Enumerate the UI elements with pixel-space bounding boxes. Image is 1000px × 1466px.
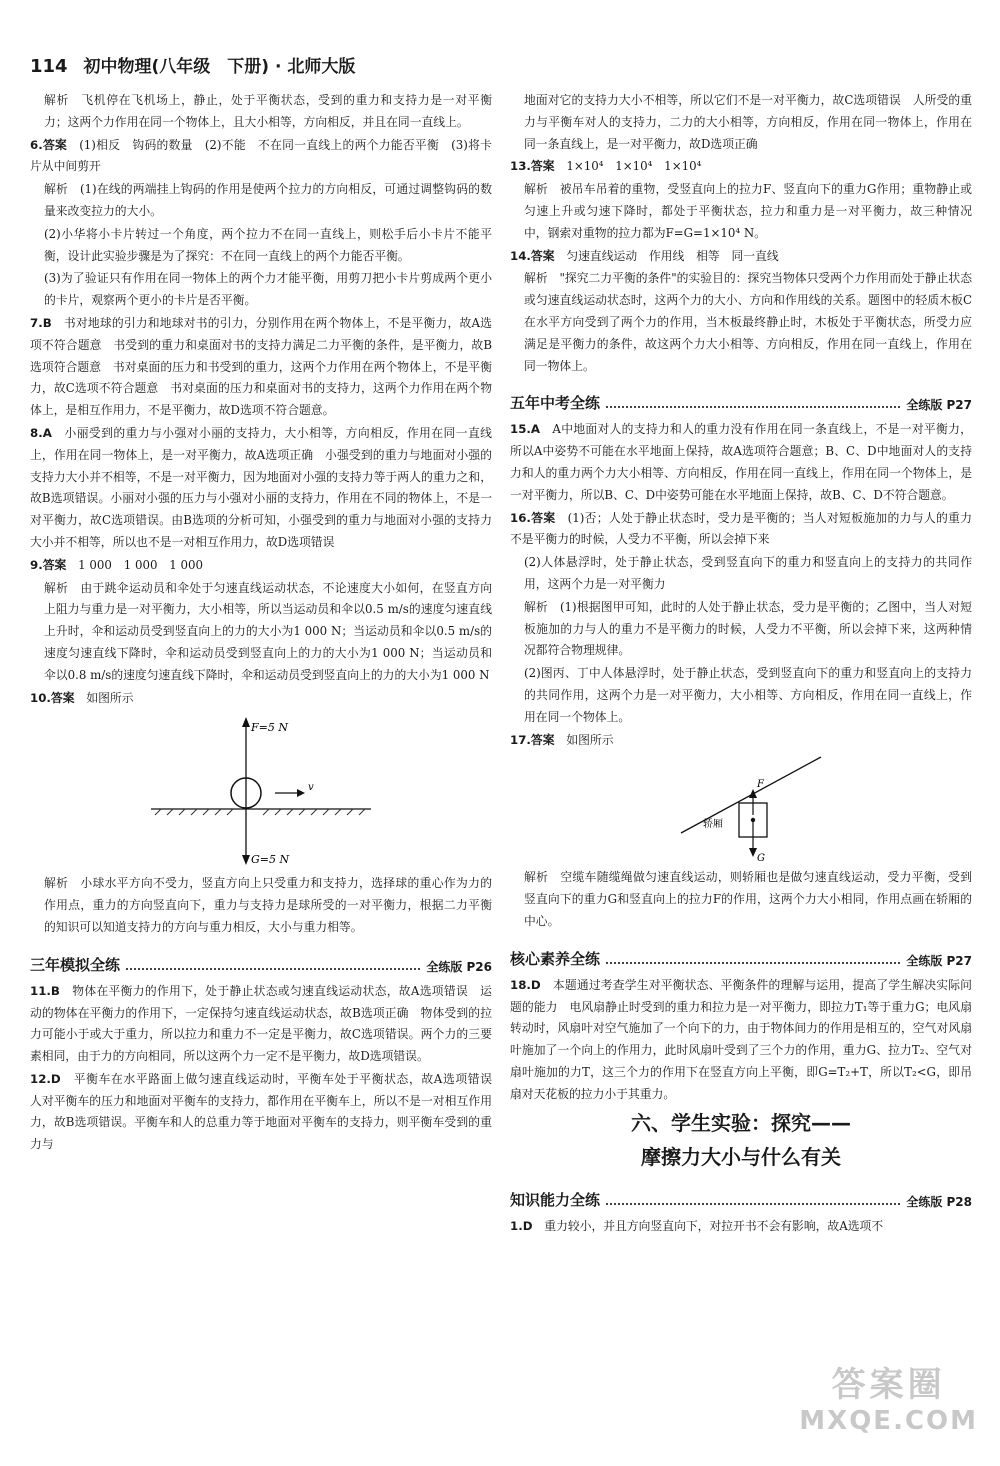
section-header-wunian <box>510 385 972 413</box>
answer-text: 书对地球的引力和地球对书的引力，分别作用在两个物体上，不是平衡力，故A选项不符合题意 书受到的重力和桌面对书的支持力满足二力平衡的条件，是平衡力，故B选项符合题意 书对桌面的压力和书受到的重力，这两个力作用在两个物体上，不是平衡力，故C选项不符合题意 书对桌面的压力和桌面对书的支持力，这两个力作用在两个物体上，是相互作用力，不是平衡力，故D选项不符合题意。 <box>30 315 492 418</box>
chapter-title-line1: 六、学生实验：探究—— <box>631 1111 851 1136</box>
question-number: 11.B <box>30 983 60 998</box>
page-header <box>30 52 970 82</box>
chapter-title-line2: 摩擦力大小与什么有关 <box>641 1145 841 1170</box>
velocity-arrow-head <box>297 789 305 797</box>
answer-text: (1)否；人处于静止状态时，受力是平衡的；当人对短板施加的力与人的重力不是平衡力的时候，人受力不平衡，所以会掉下来 <box>510 510 972 547</box>
answer-q16 <box>510 508 972 552</box>
answer-label: 答案 <box>530 248 555 263</box>
section-dots <box>126 968 420 970</box>
analysis-q6-1: 解析 (1)在线的两端挂上钩码的作用是使两个拉力的方向相反，可通过调整钩码的数量来改变拉力的大小。 <box>44 182 492 218</box>
answer-label: 答案 <box>50 690 75 705</box>
answer-text: (1)相反 钩码的数量 (2)不能 不在同一直线上的两个力能否平衡 (3)将卡片从中间剪开 <box>30 137 492 174</box>
answer-q12 <box>30 1069 504 1156</box>
analysis-q10: 解析 小球水平方向不受力，竖直方向上只受重力和支持力，选择球的重心作为力的作用点，重力的方向竖直向下，重力与支持力是球所受的一对平衡力，根据二力平衡的知识可以知道支持力的方向与重力相反，大小与重力相等。 <box>44 876 492 934</box>
ground-hatching <box>155 809 365 815</box>
section-dots <box>606 962 900 964</box>
section-dots <box>606 406 900 408</box>
answer-q15 <box>510 419 972 506</box>
analysis-q9: 解析 由于跳伞运动员和伞处于匀速直线运动状态，不论速度大小如何，在竖直方向上阻力与重力是一对平衡力，大小相等，所以当运动员和伞以0.5 m/s的速度匀速直线上升时，伞和运动员受到竖直向上的力的大小为1 000 N；当运动员和伞以0.5 m/s的速度匀速直线下降时，伞和运动员受到竖直向上的力的大小为1 000 N；当运动员和伞以0.8 m/s的速度匀速直线下降时，伞和运动员受到竖直向上的力的大小为1 000 N <box>44 580 492 682</box>
answer-text: 物体在平衡力的作用下，处于静止状态或匀速直线运动状态，故A选项错误 运动的物体在平衡力的作用下，一定保持匀速直线运动状态，故B选项正确 物体受到的拉力可能小于或大于重力，所以拉力和重力不一定是平衡力，故C选项错误。两个力的三要素相同，由于力的方向相同，所以这两个力一定不是平衡力，故D选项错误。 <box>30 983 492 1064</box>
section-title: 知识能力全练 <box>510 1191 601 1210</box>
support-force-arrow <box>242 717 250 727</box>
section-header-hexin <box>510 941 972 969</box>
question-number: 12.D <box>30 1071 61 1086</box>
tension-arrow <box>749 789 757 798</box>
page-number: 114 <box>30 56 68 77</box>
section-dots <box>606 1203 900 1205</box>
section-ref: 全练版 P27 <box>906 953 972 968</box>
question-number: 6. <box>30 137 43 152</box>
f-label: F=5 N <box>251 721 288 735</box>
answer-q18 <box>510 975 972 1106</box>
answer-text: 平衡车在水平路面上做匀速直线运动时，平衡车处于平衡状态，故A选项错误 人对平衡车的压力和地面对平衡车的支持力，都作用在平衡车上，所以不是一对相互作用力，故B选项错误。平衡车和人的总重力等于地面对平衡车的支持力，则平衡车受到的重力与 <box>30 1071 504 1152</box>
analysis-q17: 解析 空缆车随缆绳做匀速直线运动，则轿厢也是做匀速直线运动，受力平衡，受到竖直向下的重力G和竖直向上的拉力F的作用，这两个力大小相同，作用点画在轿厢的中心。 <box>524 870 972 928</box>
analysis-q6-3: (3)为了验证只有作用在同一物体上的两个力才能平衡，用剪刀把小卡片剪成两个更小的卡片，观察两个更小的卡片是否平衡。 <box>44 271 492 308</box>
figure-cable-car <box>641 753 841 865</box>
answer-text: 匀速直线运动 作用线 相等 同一直线 <box>566 248 779 263</box>
answer-q10 <box>30 688 492 710</box>
right-column <box>510 90 972 1239</box>
section-ref: 全练版 P28 <box>906 1195 972 1210</box>
answer-q6 <box>30 135 492 179</box>
answer-q13 <box>510 156 972 178</box>
answer-label: 答案 <box>530 159 555 174</box>
section-header-sanian <box>30 947 492 975</box>
v-label: v <box>308 782 314 794</box>
answer-q7 <box>30 313 492 422</box>
watermark-line2: MXQE.COM <box>799 1406 978 1436</box>
question-number: 18.D <box>510 977 541 992</box>
analysis-q16-1: 解析 (1)根据图甲可知，此时的人处于静止状态，受力是平衡的；乙图中，当人对短板施加的力与人的重力不是平衡力的时候，人受力不平衡，所以会掉下来，这两种情况都符合物理规律。 <box>524 599 972 658</box>
question-number: 16. <box>510 510 531 525</box>
book-title: 初中物理(八年级 下册) · 北师大版 <box>83 57 356 77</box>
figure-ball-forces <box>141 711 381 871</box>
answer-q8 <box>30 423 492 554</box>
answer-label: 答案 <box>42 557 67 572</box>
analysis-q16-2: (2)图丙、丁中人体悬浮时，处于静止状态，受到竖直向下的重力和竖直向上的支持力的共同作用，这两个力是一对平衡力，大小相等、方向相反，作用在同一直线上，作用在同一个物体上。 <box>524 666 972 724</box>
question-number: 13. <box>510 159 531 174</box>
question-number: 15.A <box>510 422 541 437</box>
left-column <box>30 90 504 1157</box>
answer-q11 <box>30 981 492 1068</box>
answer-text: 如图所示 <box>86 690 134 705</box>
analysis-q5: 解析 飞机停在飞机场上，静止，处于平衡状态，受到的重力和支持力是一对平衡力；这两个力作用在同一个物体上，且大小相等，方向相反，并且在同一直线上。 <box>44 93 492 129</box>
answer-text: A中地面对人的支持力和人的重力没有作用在同一条直线上，不是一对平衡力，所以A中姿势不可能在水平地面上保持，故A选项符合题意；B、C、D中地面对人的支持力和人的重力两个力大小相等、方向相反，作用在同一直线上，作用在同一个物体上，是一对平衡力，所以B、C、D中姿势可能在水平地面上保持，故B、C、D不符合题意。 <box>510 422 972 502</box>
answer-q1 <box>510 1216 972 1238</box>
section-title: 三年模拟全练 <box>30 955 121 974</box>
answer-q9 <box>30 555 492 577</box>
analysis-q13: 解析 被吊车吊着的重物，受竖直向上的拉力F、竖直向下的重力G作用；重物静止或匀速上升或匀速下降时，都处于平衡状态，拉力和重力是一对平衡力，故三种情况中，钢索对重物的拉力都为F=G=1×10⁴ N。 <box>524 182 972 240</box>
section-ref: 全练版 P27 <box>906 398 972 413</box>
question-number: 1.D <box>510 1219 533 1234</box>
answer-q14 <box>510 246 972 268</box>
section-ref: 全练版 P26 <box>426 959 492 974</box>
answer-q16-2: (2)人体悬浮时，处于静止状态，受到竖直向下的重力和竖直向上的支持力的共同作用，这两个力是一对平衡力 <box>524 555 972 591</box>
question-number: 8.A <box>30 425 52 440</box>
answer-label: 答案 <box>530 732 555 747</box>
answer-text: 1 000 1 000 1 000 <box>78 557 204 572</box>
gravity-arrow <box>242 855 250 865</box>
f-label: F <box>757 779 764 791</box>
answer-text: 1×10⁴ 1×10⁴ 1×10⁴ <box>566 159 702 174</box>
analysis-q6-2: (2)小华将小卡片转过一个角度，两个拉力不在同一直线上，则松手后小卡片不能平衡，设计此实验步骤是为了探究：不在同一直线上的两个力能否平衡。 <box>44 226 492 263</box>
answer-text: 本题通过考查学生对平衡状态、平衡条件的理解与运用，提高了学生解决实际问题的能力 电风扇静止时受到的重力和拉力是一对平衡力，即拉力T₁等于重力G；电风扇转动时，风扇叶对空气施加了一个向下的力，由于物体间力的作用是相互的，空气对风扇叶施加了一个向上的作用力，此时风扇叶受到了三个力的作用，重力G、拉力T₂、空气对扇叶施加的力T，这三个力的作用下在竖直方向上平衡，即G=T₂+T，所以T₂<G，即吊扇对天花板的拉力小于其重力。 <box>510 977 972 1101</box>
g-label: G <box>757 853 765 865</box>
section-header-zhishi <box>510 1182 972 1210</box>
answer-text: 重力较小，并且方向竖直向下，对拉开书不会有影响，故A选项不 <box>544 1219 884 1234</box>
answer-text: 小丽受到的重力与小强对小丽的支持力，大小相等，方向相反，作用在同一直线上，作用在同一物体上，是一对平衡力，故A选项正确 小强受到的重力与地面对小强的支持力大小并不相等，不是一对平衡力，因为地面对小强的支持力等于两人的重力之和，故B选项错误。小丽对小强的压力与小强对小丽的支持力，作用在不同的物体上，不是一对平衡力，故C选项错误。由B选项的分析可知，小强受到的重力与地面对小强的支持力大小并不相等，所以也不是一对相互作用力，故D选项错误 <box>30 425 492 549</box>
watermark-line1: 答案圈 <box>831 1365 946 1405</box>
analysis-q14: 解析 "探究二力平衡的条件"的实验目的：探究当物体只受两个力作用而处于静止状态或匀速直线运动状态时，这两个力的大小、方向和作用线的关系。题图中的轻质木板C在水平方向受到了两个力的作用，当木板最终静止时，木板处于平衡状态，所受力应满足是平衡力的条件，故这两个力大小相等、方向相反，作用在同一直线上，作用在同一物体上。 <box>524 271 972 373</box>
section-title: 五年中考全练 <box>510 394 601 413</box>
g-label: G=5 N <box>251 853 290 867</box>
gravity-arrow <box>749 848 757 857</box>
answer-q12-cont: 地面对它的支持力大小不相等，所以它们不是一对平衡力，故C选项错误 人所受的重力与平衡车对人的支持力，二力的大小相等，方向相反，作用在同一物体上，作用在同一条直线上，是一对平衡力，故D选项正确 <box>524 93 972 151</box>
answer-label: 答案 <box>42 137 68 152</box>
question-number: 9. <box>30 557 43 572</box>
question-number: 17. <box>510 732 531 747</box>
question-number: 10. <box>30 690 51 705</box>
question-number: 7.B <box>30 315 52 330</box>
section-title: 核心素养全练 <box>510 949 601 968</box>
answer-label: 答案 <box>530 510 556 525</box>
answer-q17 <box>510 730 972 752</box>
watermark-logo <box>799 1357 978 1436</box>
question-number: 14. <box>510 248 531 263</box>
answer-text: 如图所示 <box>566 732 614 747</box>
car-label: 轿厢 <box>703 819 723 831</box>
